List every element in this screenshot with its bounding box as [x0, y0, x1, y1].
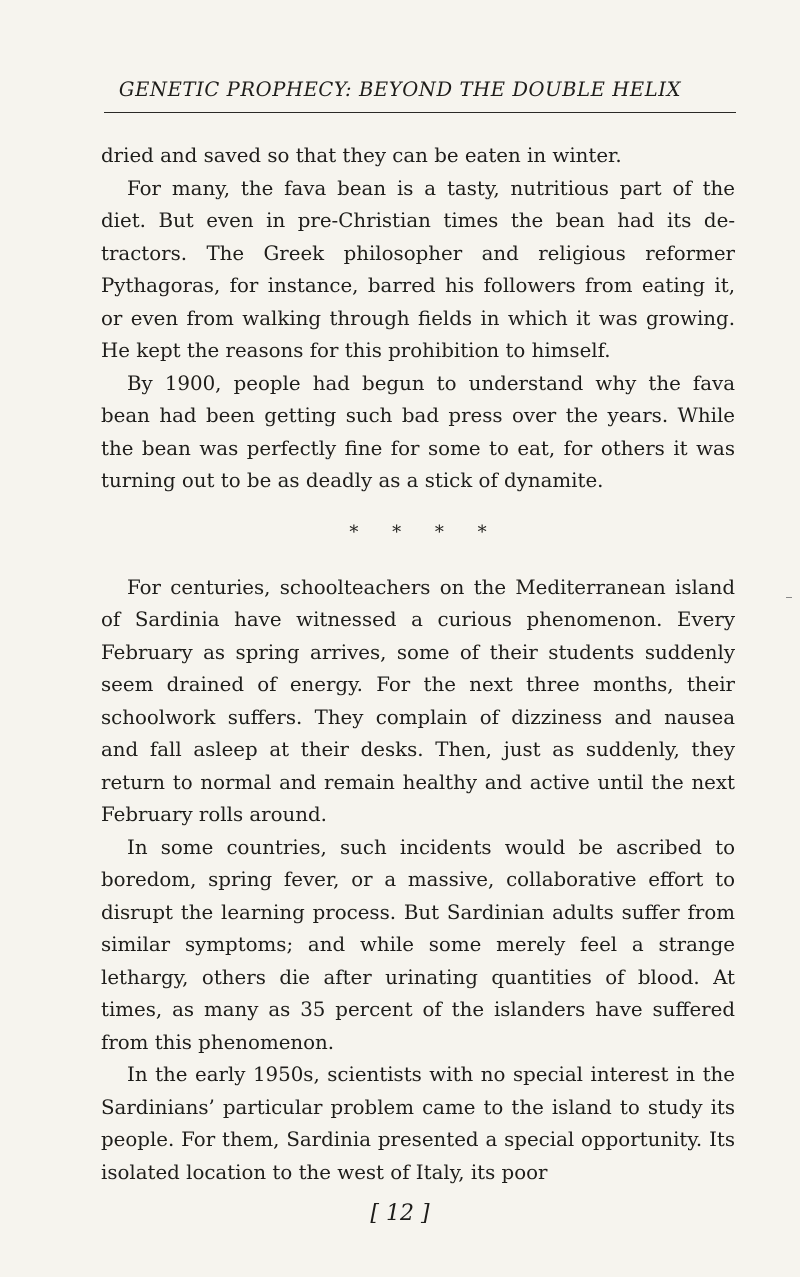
- margin-mark: [786, 597, 792, 598]
- page-number: [ 12 ]: [370, 1201, 430, 1226]
- running-head: GENETIC PROPHECY: BEYOND THE DOUBLE HELIX: [118, 78, 682, 101]
- paragraph: For centuries, schoolteachers on the Mediterranean island of Sardinia have witnessed a curious phenomenon. Every February as spring arrives, some of their students suddenly seem drained of energy. For the next three months, their schoolwork suffers. They complain of dizziness and nausea and fall asleep at their desks. Then, just as suddenly, they return to normal and remain healthy and active until the next February rolls around.: [101, 575, 735, 826]
- paragraph: By 1900, people had begun to understand why the fava bean had been getting such bad press over the years. While the bean was perfectly fine for some to eat, for others it was turning out to be as deadly as a stick of dynamite.: [101, 371, 735, 492]
- body-text: [101, 140, 735, 1189]
- paragraph: For many, the fava bean is a tasty, nutritious part of the diet. But even in pre-Christian times the bean had its detractors. The Greek philosopher and religious reformer Pythagoras, for instance, barred his followers from eating it, or even from walking through fields in which it was growing. He kept the reasons for this prohibition to himself.: [101, 176, 735, 362]
- header-rule: [104, 112, 736, 113]
- paragraph: In the early 1950s, scientists with no special interest in the Sardinians’ particular problem came to the island to study its people. For them, Sardinia presented a special opportunity. Its isolated location to the west of Italy, its poor: [101, 1063, 735, 1184]
- section-break: * * * *: [349, 521, 501, 543]
- paragraph: In some countries, such incidents would be ascribed to boredom, spring fever, or a massive, collaborative effort to disrupt the learning process. But Sardinian adults suffer from similar symptoms; and while some merely feel a strange lethargy, others die after urinating quantities of blood. At times, as many as 35 percent of the islanders have suffered from this phenomenon.: [101, 835, 735, 1054]
- paragraph: dried and saved so that they can be eaten in winter.: [101, 144, 622, 167]
